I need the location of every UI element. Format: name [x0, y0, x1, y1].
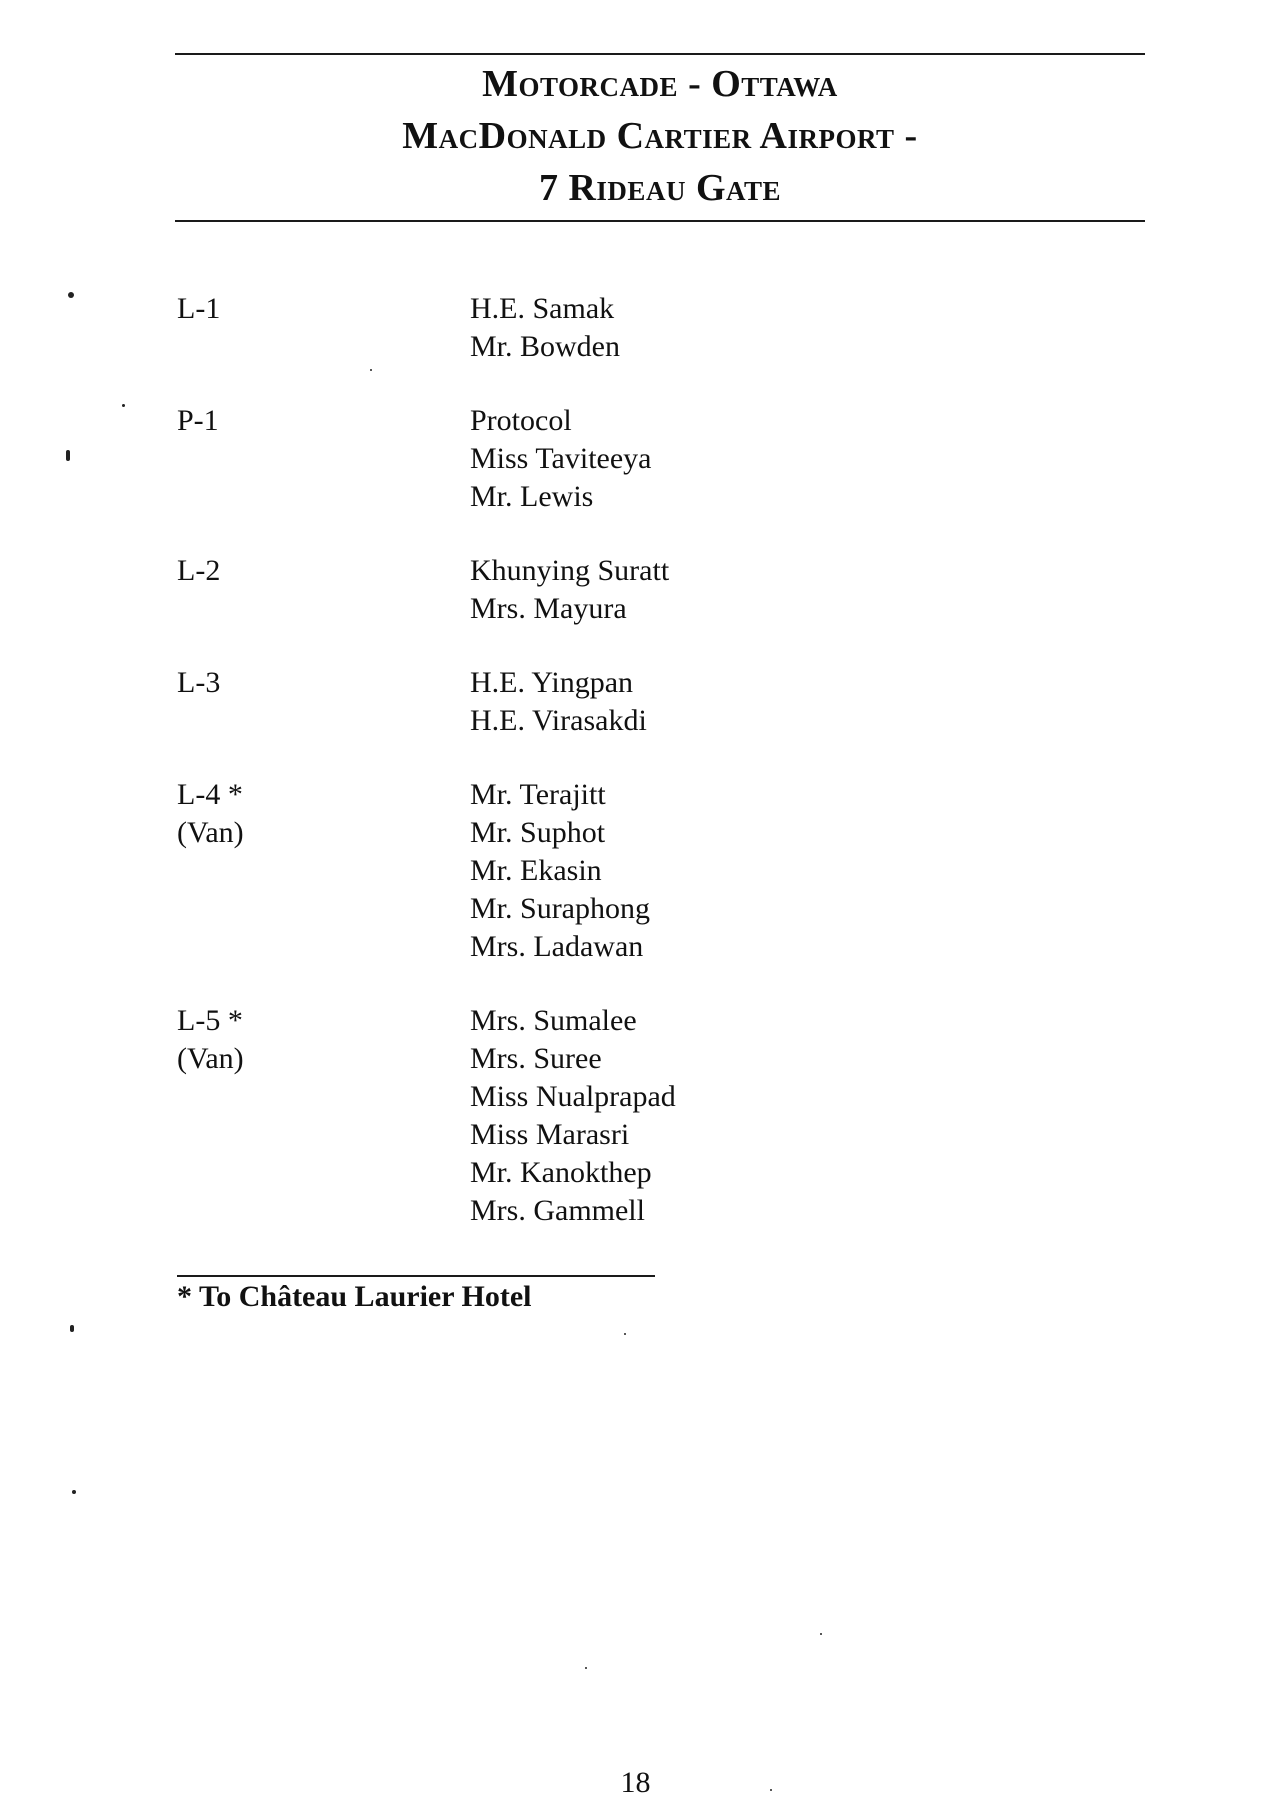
motorcade-entry-l5	[177, 1002, 877, 1230]
passenger-list	[470, 402, 877, 516]
passenger-name: Mrs. Ladawan	[470, 930, 644, 963]
page-number: 18	[620, 1766, 651, 1799]
motorcade-entry-l2	[177, 552, 877, 628]
vehicle-label	[177, 290, 470, 366]
footnote: * To Château Laurier Hotel	[177, 1280, 532, 1313]
passenger-name: Mr. Bowden	[470, 330, 620, 363]
passenger-name: Mr. Terajitt	[470, 778, 606, 811]
passenger-name: H.E. Virasakdi	[470, 704, 647, 737]
scan-speck	[122, 404, 125, 407]
passenger-name: Mr. Suphot	[470, 816, 606, 849]
passenger-name: Protocol	[470, 404, 572, 437]
passenger-name: Mrs. Gammell	[470, 1194, 645, 1227]
scan-speck	[770, 1789, 772, 1791]
vehicle-code: L-2	[177, 554, 221, 587]
title-line-1: Motorcade - Ottawa	[482, 63, 838, 105]
passenger-name: Mrs. Suree	[470, 1042, 602, 1075]
title-top-rule	[175, 53, 1145, 55]
passenger-list	[470, 552, 877, 628]
motorcade-list	[177, 290, 877, 1266]
scan-speck	[70, 1325, 74, 1332]
scan-speck	[624, 1333, 626, 1335]
scan-speck	[820, 1633, 822, 1635]
passenger-list	[470, 290, 877, 366]
vehicle-label	[177, 664, 470, 740]
passenger-name: Khunying Suratt	[470, 554, 670, 587]
motorcade-entry-l3	[177, 664, 877, 740]
motorcade-entry-l4	[177, 776, 877, 966]
scan-speck	[68, 292, 74, 298]
vehicle-code: L-1	[177, 292, 221, 325]
scan-speck	[66, 450, 70, 461]
vehicle-type: (Van)	[177, 816, 244, 849]
footnote-rule	[177, 1275, 655, 1277]
title-bottom-rule	[175, 220, 1145, 222]
vehicle-type: (Van)	[177, 1042, 244, 1075]
passenger-name: H.E. Yingpan	[470, 666, 634, 699]
scan-speck	[370, 369, 372, 371]
vehicle-code: L-3	[177, 666, 221, 699]
passenger-name: Mr. Kanokthep	[470, 1156, 652, 1189]
passenger-name: H.E. Samak	[470, 292, 615, 325]
passenger-name: Mrs. Sumalee	[470, 1004, 637, 1037]
passenger-name: Miss Marasri	[470, 1118, 630, 1151]
vehicle-code: L-4 *	[177, 778, 243, 811]
passenger-name: Miss Nualprapad	[470, 1080, 676, 1113]
vehicle-label	[177, 776, 470, 966]
passenger-name: Mr. Ekasin	[470, 854, 602, 887]
motorcade-entry-l1	[177, 290, 877, 366]
passenger-name: Mr. Suraphong	[470, 892, 650, 925]
vehicle-label	[177, 1002, 470, 1230]
passenger-name: Mr. Lewis	[470, 480, 594, 513]
passenger-list	[470, 664, 877, 740]
motorcade-entry-p1	[177, 402, 877, 516]
vehicle-label	[177, 552, 470, 628]
passenger-name: Mrs. Mayura	[470, 592, 627, 625]
scan-speck	[72, 1490, 76, 1494]
scan-speck	[585, 1667, 587, 1669]
title-line-3: 7 Rideau Gate	[538, 167, 782, 209]
vehicle-code: L-5 *	[177, 1004, 243, 1037]
passenger-list	[470, 776, 877, 966]
title-line-2: MacDonald Cartier Airport -	[402, 115, 918, 157]
page-title	[175, 58, 1145, 214]
passenger-list	[470, 1002, 877, 1230]
vehicle-label	[177, 402, 470, 516]
vehicle-code: P-1	[177, 404, 219, 437]
passenger-name: Miss Taviteeya	[470, 442, 652, 475]
